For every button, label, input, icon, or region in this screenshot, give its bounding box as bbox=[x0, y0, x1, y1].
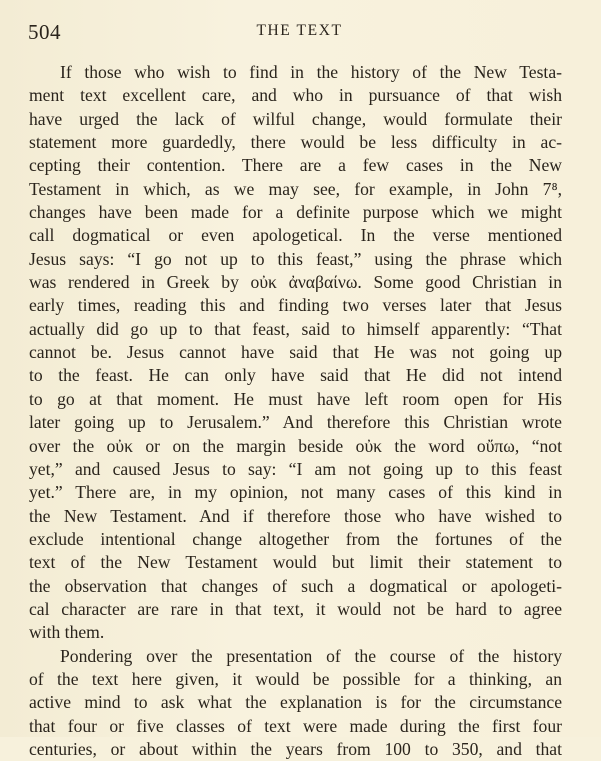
text-line: Pondering over the presentation of the course of the history bbox=[60, 645, 562, 666]
text-line: yet,” and caused Jesus to say: “I am not going up to this feast bbox=[29, 458, 562, 479]
text-line: to go at that moment. He must have left room open for His bbox=[29, 388, 562, 409]
text-line: ment text excellent care, and who in pursuance of that wish bbox=[29, 85, 562, 106]
text-line: was rendered in Greek by οὐκ ἀναβαίνω. Some good Christian in bbox=[29, 272, 562, 293]
text-line: text of the New Testament would but limit their statement to bbox=[29, 552, 562, 573]
paragraph bbox=[29, 645, 562, 761]
text-line: later going up to Jerusalem.” And therefore this Christian wrote bbox=[29, 412, 562, 433]
text-line: If those who wish to find in the history of the New Testa- bbox=[60, 62, 562, 82]
running-head-title: THE TEXT bbox=[256, 22, 343, 39]
text-line: changes have been made for a definite purpose which we might bbox=[29, 202, 562, 223]
text-line: cannot be. Jesus cannot have said that He was not going up bbox=[29, 342, 562, 363]
text-line: that four or five classes of text were made during the first four bbox=[29, 715, 562, 736]
text-line: over the οὐκ or on the margin beside οὐκ the word οὔπω, “not bbox=[29, 435, 562, 456]
text-line: early times, reading this and finding two verses later that Jesus bbox=[29, 295, 562, 316]
text-line: of the text here given, it would be possible for a thinking, an bbox=[29, 668, 562, 689]
text-line: the observation that changes of such a dogmatical or apologeti- bbox=[29, 575, 562, 596]
text-line: active mind to ask what the explanation is for the circumstance bbox=[29, 692, 562, 713]
text-line: with them. bbox=[29, 622, 105, 643]
text-line: statement more guardedly, there would be less difficulty in ac- bbox=[29, 132, 562, 153]
text-line: the New Testament. And if therefore those who have wished to bbox=[29, 505, 562, 526]
text-line: centuries, or about within the years from 100 to 350, and that bbox=[29, 738, 562, 759]
text-line: exclude intentional change altogether from the fortunes of the bbox=[29, 528, 562, 549]
body-text bbox=[29, 61, 562, 761]
text-line: actually did go up to that feast, said to himself apparently: “That bbox=[29, 318, 562, 339]
text-line: yet.” There are, in my opinion, not many cases of this kind in bbox=[29, 482, 562, 503]
text-line: call dogmatical or even apologetical. In the verse mentioned bbox=[29, 225, 562, 246]
text-line: Testament in which, as we may see, for example, in John 7⁸, bbox=[29, 178, 562, 199]
page-number: 504 bbox=[28, 20, 61, 44]
text-line: have urged the lack of wilful change, would formulate their bbox=[29, 108, 562, 129]
text-line: cepting their contention. There are a few cases in the New bbox=[29, 155, 562, 176]
text-line: cal character are rare in that text, it would not be hard to agree bbox=[29, 598, 562, 619]
text-line: Jesus says: “I go not up to this feast,” using the phrase which bbox=[29, 248, 562, 269]
paragraph bbox=[29, 61, 562, 645]
text-line: to the feast. He can only have said that He did not intend bbox=[29, 365, 562, 386]
running-head bbox=[28, 20, 571, 46]
